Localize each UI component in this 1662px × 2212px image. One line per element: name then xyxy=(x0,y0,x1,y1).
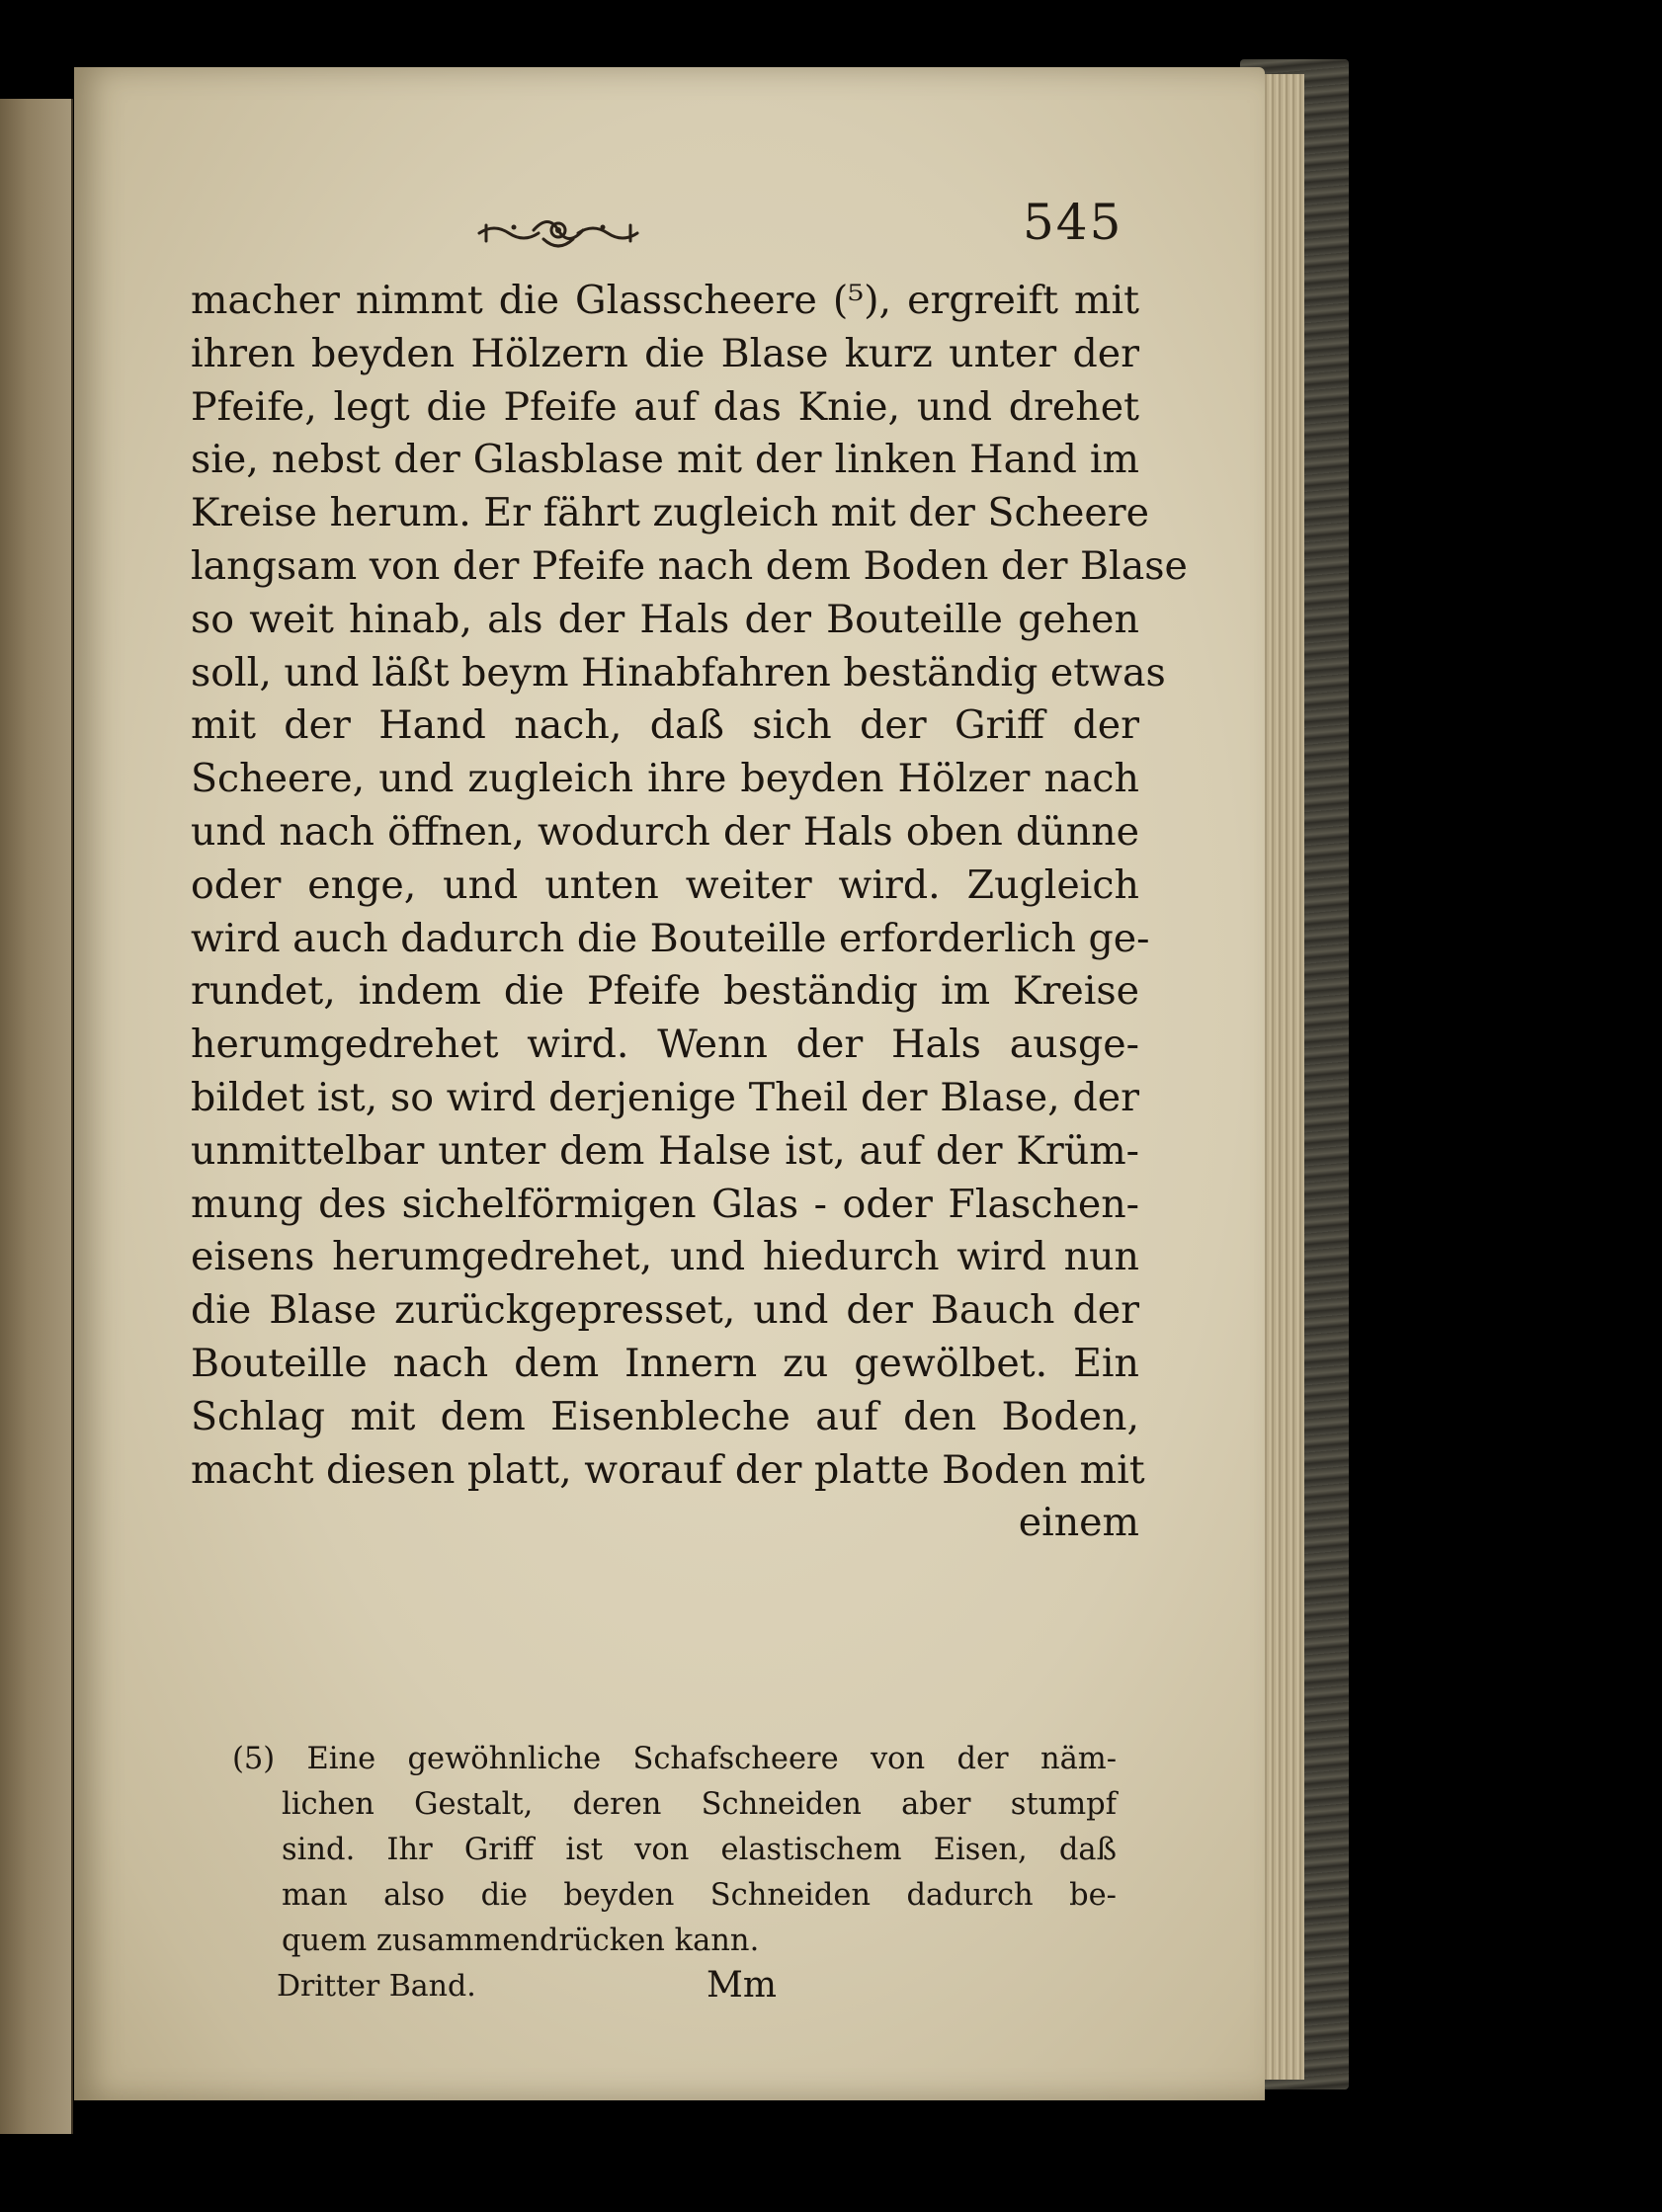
text-line: wird auch dadurch die Bouteille erforderlich ge- xyxy=(191,915,1150,961)
text-line: mit der Hand nach, daß sich der Griff der xyxy=(191,702,1139,749)
facing-page-edge xyxy=(0,99,73,2134)
text-line: herumgedrehet wird. Wenn der Hals ausge- xyxy=(191,1022,1139,1068)
text-line: mung des sichelförmigen Glas - oder Flaschen- xyxy=(191,1181,1139,1227)
text-line: Bouteille nach dem Innern zu gewölbet. Ein xyxy=(191,1340,1139,1386)
floral-ornament-icon xyxy=(474,205,642,255)
text-line: bildet ist, so wird derjenige Theil der Blase, der xyxy=(191,1074,1139,1120)
footnote-line: man also die beyden Schneiden dadurch be- xyxy=(282,1878,1117,1913)
signature-line xyxy=(277,1965,830,2014)
main-text xyxy=(191,275,1188,1550)
text-line: Pfeife, legt die Pfeife auf das Knie, und drehet xyxy=(191,383,1139,430)
text-line: die Blase zurückgepresset, und der Bauch der xyxy=(191,1287,1139,1334)
text-line: soll, und läßt beym Hinabfahren beständig etwas xyxy=(191,649,1166,696)
footnote xyxy=(232,1737,1117,1964)
text-line: eisens herumgedrehet, und hiedurch wird nun xyxy=(191,1234,1139,1280)
text-line: oder enge, und unten weiter wird. Zugleich xyxy=(191,861,1139,908)
footnote-line: sind. Ihr Griff ist von elastischem Eisen, daß xyxy=(282,1833,1117,1867)
volume-label: Dritter Band. xyxy=(277,1969,476,2004)
page-number: 545 xyxy=(1023,194,1123,251)
text-line: Kreise herum. Er fährt zugleich mit der Scheere xyxy=(191,490,1150,536)
footnote-line: quem zusammendrücken kann. xyxy=(282,1924,760,1958)
text-line: macher nimmt die Glasscheere (⁵), ergreift mit xyxy=(191,278,1139,323)
signature-mark: Mm xyxy=(706,1965,777,2006)
text-line: langsam von der Pfeife nach dem Boden der Blase xyxy=(191,542,1188,589)
text-line: Schlag mit dem Eisenbleche auf den Boden, xyxy=(191,1393,1139,1439)
book-page xyxy=(74,67,1265,2100)
text-line: sie, nebst der Glasblase mit der linken Hand im xyxy=(191,437,1139,483)
text-line: ihren beyden Hölzern die Blase kurz unter der xyxy=(191,330,1139,376)
text-line: einem xyxy=(1018,1500,1139,1546)
text-line: rundet, indem die Pfeife beständig im Kreise xyxy=(191,968,1139,1015)
footnote-line: (5) Eine gewöhnliche Schafscheere von der näm- xyxy=(232,1742,1117,1776)
text-line: und nach öffnen, wodurch der Hals oben dünne xyxy=(191,808,1139,855)
text-line: unmittelbar unter dem Halse ist, auf der Krüm- xyxy=(191,1127,1139,1174)
text-line: so weit hinab, als der Hals der Bouteille gehen xyxy=(191,596,1139,642)
text-line: Scheere, und zugleich ihre beyden Hölzer nach xyxy=(191,756,1139,802)
text-line: macht diesen platt, worauf der platte Boden mit xyxy=(191,1446,1145,1493)
footnote-line: lichen Gestalt, deren Schneiden aber stumpf xyxy=(282,1787,1117,1822)
